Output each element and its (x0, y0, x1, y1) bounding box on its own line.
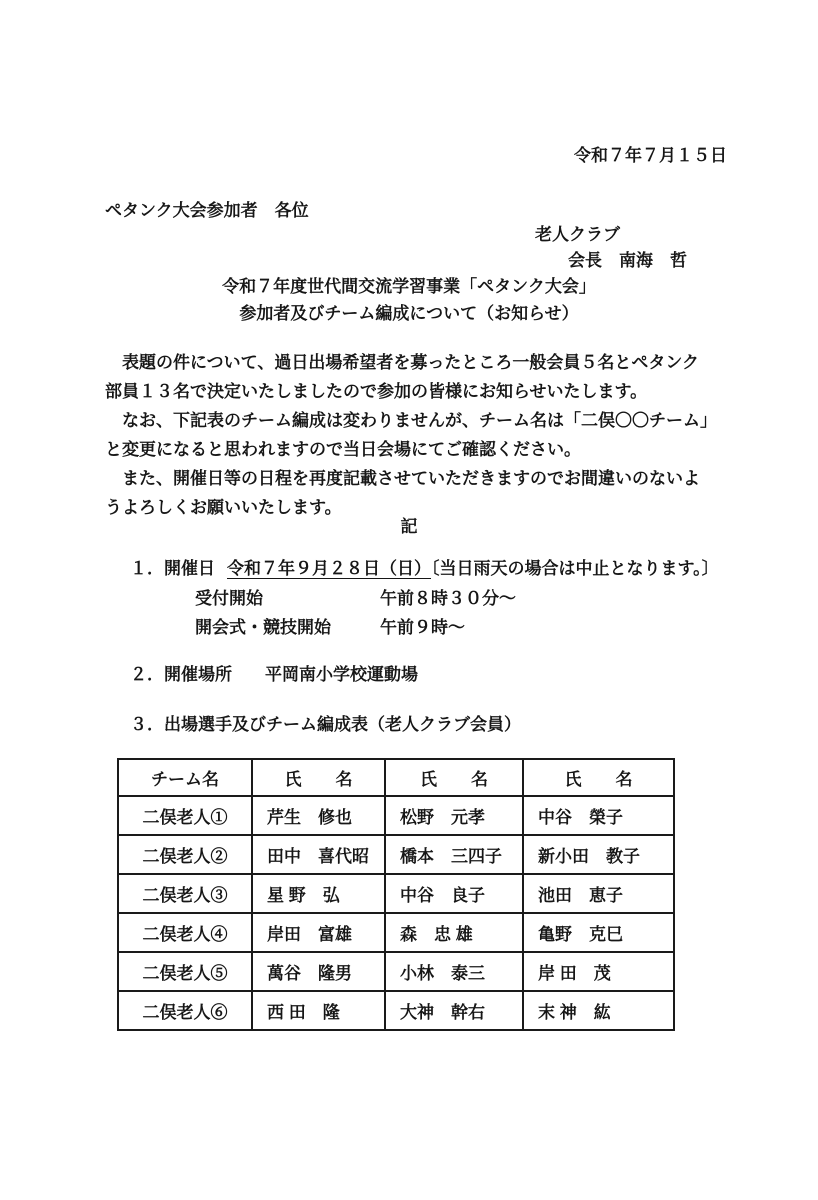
venue-name: 平岡南小学校運動場 (265, 665, 418, 684)
member-name-cell: 中谷 榮子 (523, 796, 674, 835)
body-line: 表題の件について、過日出場希望者を募ったところ一般会員５名とペタンク (105, 353, 699, 372)
item-2-label: ２．開催場所 (130, 665, 232, 684)
member-name-cell: 大神 幹右 (385, 991, 523, 1030)
member-name-cell: 星 野 弘 (252, 874, 385, 913)
event-date-underlined: 令和７年９月２８日（日） (227, 559, 431, 578)
member-name-cell: 新小田 教子 (523, 835, 674, 874)
team-name-cell: 二俣老人④ (118, 913, 252, 952)
team-roster-table (117, 758, 675, 1031)
member-name-cell: 芹生 修也 (252, 796, 385, 835)
team-roster-table-wrap (117, 758, 675, 1031)
table-row (118, 874, 674, 913)
reception-start-line (195, 584, 516, 609)
table-row (118, 991, 674, 1030)
member-name-cell: 岸田 富雄 (252, 913, 385, 952)
document-title-line-1: 令和７年度世代間交流学習事業「ペタンク大会」 (222, 277, 596, 296)
sender-organization: 老人クラブ (535, 225, 620, 244)
member-name-cell: 小林 泰三 (385, 952, 523, 991)
header-member-name: 氏 名 (523, 759, 674, 796)
body-line: 部員１３名で決定いたしましたので参加の皆様にお知らせいたします。 (105, 382, 648, 401)
body-line: なお、下記表のチーム編成は変わりませんが、チーム名は「二俣〇〇チーム」 (105, 411, 717, 430)
member-name-cell: 末 神 紘 (523, 991, 674, 1030)
member-name-cell: 西 田 隆 (252, 991, 385, 1030)
reception-start-label: 受付開始 (195, 589, 263, 608)
body-paragraphs (105, 348, 725, 522)
header-team-name: チーム名 (118, 759, 252, 796)
member-name-cell: 岸 田 茂 (523, 952, 674, 991)
header-member-name: 氏 名 (252, 759, 385, 796)
team-name-cell: 二俣老人① (118, 796, 252, 835)
table-row (118, 796, 674, 835)
member-name-cell: 橋本 三四子 (385, 835, 523, 874)
document-date: 令和７年７月１５日 (574, 146, 727, 165)
item-event-date (130, 554, 719, 579)
opening-ceremony-time: 午前９時～ (380, 618, 465, 637)
rain-cancellation-note: 〔当日雨天の場合は中止となります。〕 (431, 559, 719, 578)
body-line: と変更になると思われますので当日会場にてご確認ください。 (105, 440, 581, 459)
member-name-cell: 池田 恵子 (523, 874, 674, 913)
item-venue (130, 660, 418, 685)
recipient-line: ペタンク大会参加者 各位 (105, 201, 309, 220)
table-row (118, 835, 674, 874)
member-name-cell: 亀野 克巳 (523, 913, 674, 952)
member-name-cell: 田中 喜代昭 (252, 835, 385, 874)
team-name-cell: 二俣老人⑤ (118, 952, 252, 991)
header-member-name: 氏 名 (385, 759, 523, 796)
team-name-cell: 二俣老人③ (118, 874, 252, 913)
sender-name: 会長 南海 哲 (568, 251, 687, 270)
reception-start-time: 午前８時３０分～ (380, 589, 516, 608)
member-name-cell: 松野 元孝 (385, 796, 523, 835)
item-1-label: １．開催日 (130, 559, 215, 578)
ki-marker: 記 (400, 517, 418, 536)
member-name-cell: 森 忠 雄 (385, 913, 523, 952)
table-row (118, 952, 674, 991)
opening-ceremony-label: 開会式・競技開始 (195, 618, 331, 637)
team-name-cell: 二俣老人⑥ (118, 991, 252, 1030)
body-line: うよろしくお願いいたします。 (105, 498, 342, 517)
body-line: また、開催日等の日程を再度記載させていただきますのでお間違いのないよ (105, 469, 700, 488)
table-row (118, 913, 674, 952)
document-title-line-2: 参加者及びチーム編成について（お知らせ） (239, 304, 579, 323)
team-name-cell: 二俣老人② (118, 835, 252, 874)
member-name-cell: 萬谷 隆男 (252, 952, 385, 991)
item-roster-heading: ３．出場選手及びチーム編成表（老人クラブ会員） (130, 715, 521, 734)
opening-ceremony-line (195, 613, 465, 638)
member-name-cell: 中谷 良子 (385, 874, 523, 913)
table-header-row (118, 759, 674, 796)
